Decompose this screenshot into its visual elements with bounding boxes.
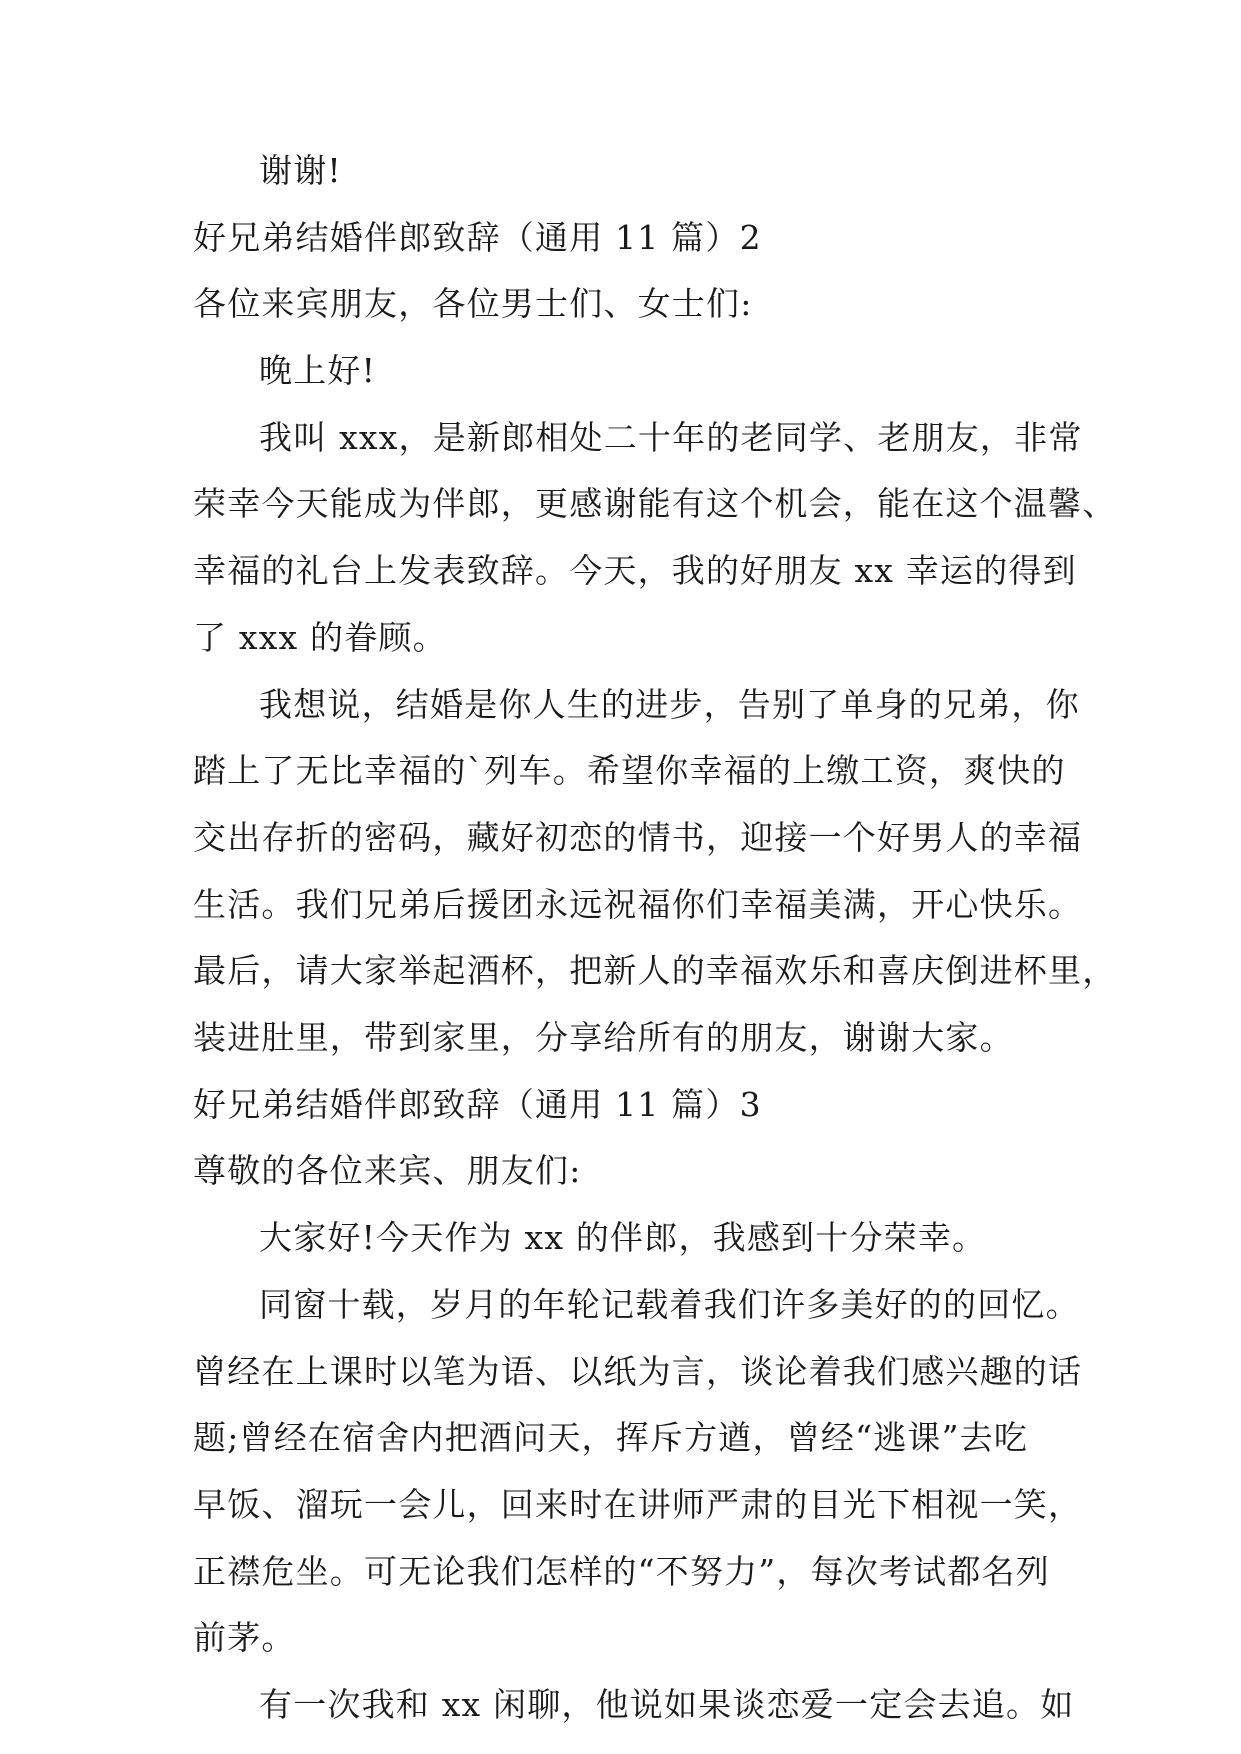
closing-thanks: 谢谢!: [259, 151, 342, 190]
paragraph-line: 有一次我和 xx 闲聊，他说如果谈恋爱一定会去追。如: [259, 1685, 1075, 1724]
paragraph-line: 大家好!今天作为 xx 的伴郎，我感到十分荣幸。: [259, 1218, 987, 1257]
paragraph-line: 同窗十载，岁月的年轮记载着我们许多美好的的回忆。: [259, 1285, 1080, 1324]
paragraph-line: 题;曾经在宿舍内把酒问天，挥斥方遒，曾经“逃课”去吃: [193, 1418, 1029, 1457]
greeting: 晚上好!: [259, 351, 377, 390]
paragraph-line: 荣幸今天能成为伴郎，更感谢能有这个机会，能在这个温馨、: [193, 484, 1117, 523]
paragraph-line: 曾经在上课时以笔为语、以纸为言，谈论着我们感兴趣的话: [193, 1352, 1083, 1391]
paragraph-line: 我想说，结婚是你人生的进步，告别了单身的兄弟，你: [259, 685, 1080, 724]
salutation: 尊敬的各位来宾、朋友们:: [193, 1151, 582, 1190]
paragraph-line: 前茅。: [193, 1618, 296, 1657]
paragraph-line: 生活。我们兄弟后援团永远祝福你们幸福美满，开心快乐。: [193, 885, 1083, 924]
paragraph-line: 早饭、溜玩一会儿，回来时在讲师严肃的目光下相视一笑，: [193, 1485, 1083, 1524]
section-heading-3: 好兄弟结婚伴郎致辞（通用 11 篇）3: [193, 1085, 762, 1124]
salutation: 各位来宾朋友，各位男士们、女士们:: [193, 284, 753, 323]
paragraph-line: 踏上了无比幸福的`列车。希望你幸福的上缴工资，爽快的: [193, 751, 1066, 790]
paragraph-line: 交出存折的密码，藏好初恋的情书，迎接一个好男人的幸福: [193, 818, 1083, 857]
paragraph-line: 最后，请大家举起酒杯，把新人的幸福欢乐和喜庆倒进杯里，: [193, 951, 1117, 990]
paragraph-line: 装进肚里，带到家里，分享给所有的朋友，谢谢大家。: [193, 1018, 1014, 1057]
paragraph-line: 我叫 xxx，是新郎相处二十年的老同学、老朋友，非常: [259, 418, 1083, 457]
paragraph-line: 幸福的礼台上发表致辞。今天，我的好朋友 xx 幸运的得到: [193, 551, 1077, 590]
section-heading-2: 好兄弟结婚伴郎致辞（通用 11 篇）2: [193, 218, 762, 257]
paragraph-line: 正襟危坐。可无论我们怎样的“不努力”，每次考试都名列: [193, 1552, 1050, 1591]
paragraph-line: 了 xxx 的眷顾。: [193, 618, 447, 657]
